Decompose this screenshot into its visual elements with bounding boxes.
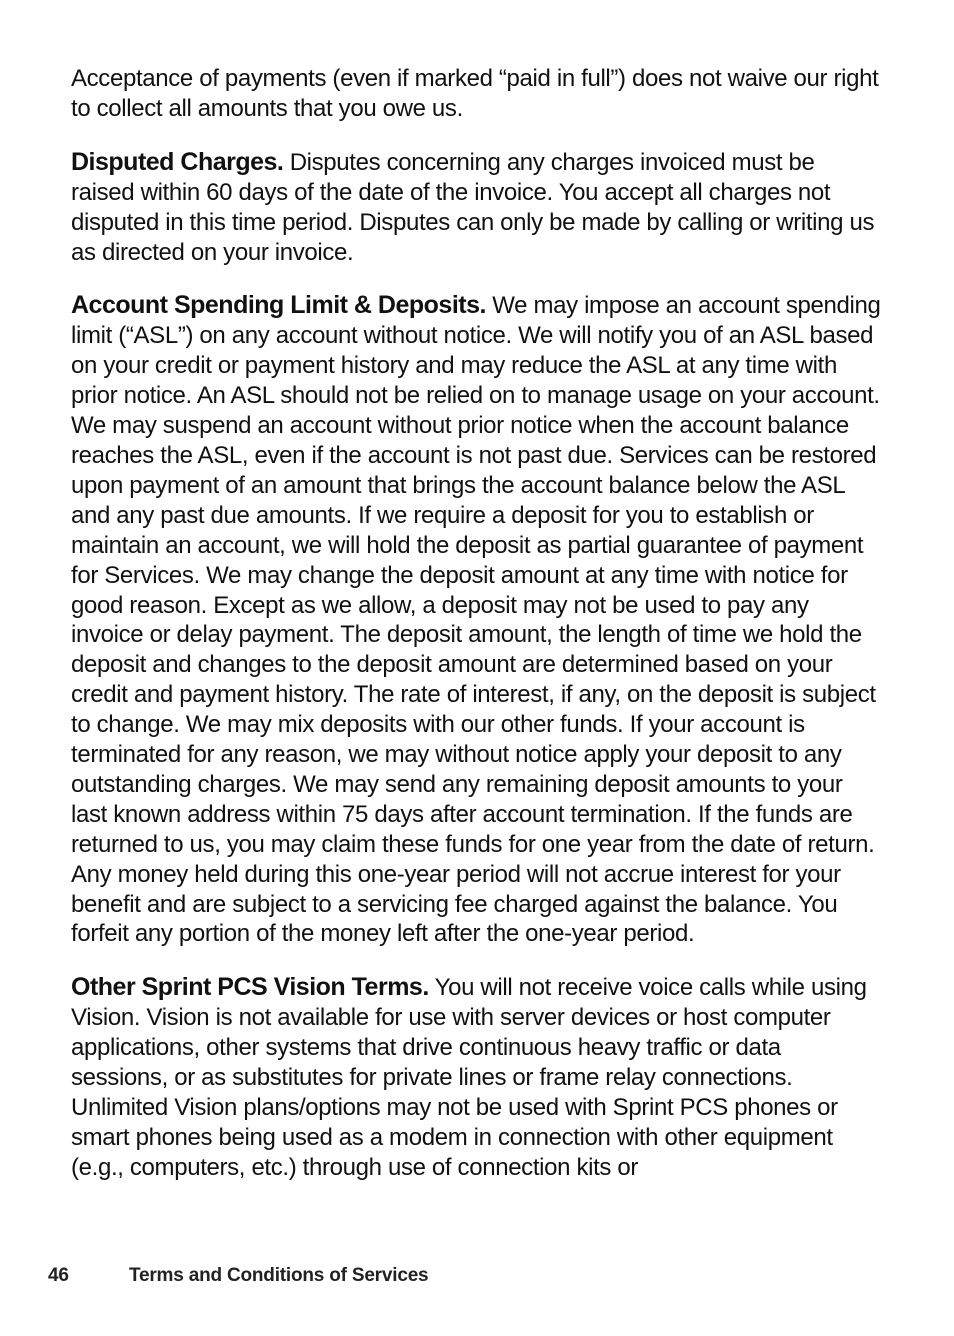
disputed-charges-heading: Disputed Charges.	[71, 147, 284, 176]
page-number: 46	[48, 1265, 69, 1286]
page-footer	[48, 1265, 428, 1287]
vision-terms-heading: Other Sprint PCS Vision Terms.	[71, 973, 429, 1002]
account-spending-limit-text: We may impose an account spending limit (“ASL”) on any account without notice. We will notify you of an ASL based on your credit or payment history and may reduce the ASL at any time with prior notice. An ASL should not be relied on to manage usage on your account. We may suspend an account without prior notice when the account balance reaches the ASL, even if the account is not past due. Services can be restored upon payment of an amount that brings the account balance below the ASL and any past due amounts. If we require a deposit for you to establish or maintain an account, we will hold the deposit as partial guarantee of payment for Services. We may change the deposit amount at any time with notice for good reason. Except as we allow, a deposit may not be used to pay any invoice or delay payment. The deposit amount, the length of time we hold the deposit and changes to the deposit amount are determined based on your credit and payment history. The rate of interest, if any, on the deposit is subject to change. We may mix deposits with our other funds. If your account is terminated for any reason, we may without notice apply your deposit to any outstanding charges. We may send any remaining deposit amounts to your last known address within 75 days after account termination. If the funds are returned to us, you may claim these funds for one year from the date of return. Any money held during this one-year period will not accrue interest for your benefit and are subject to a servicing fee charged against the balance. You forfeit any portion of the money left after the one-year period.	[71, 292, 881, 948]
document-body	[71, 64, 881, 1207]
disputed-charges-text: Disputes concerning any charges invoiced must be raised within 60 days of the date of the invoice. You accept all charges not disputed in this time period. Disputes can only be made by calling or writing us as directed on your invoice.	[71, 148, 875, 266]
vision-terms-text: You will not receive voice calls while using Vision. Vision is not available for use with server devices or host computer applications, other systems that drive continuous heavy traffic or data sessions, or as substitutes for private lines or frame relay connections. Unlimited Vision plans/options may not be used with Sprint PCS phones or smart phones being used as a modem in connection with other equipment (e.g., computers, etc.) through use of connection kits or	[71, 974, 867, 1181]
account-spending-limit-paragraph	[71, 291, 881, 949]
intro-paragraph: Acceptance of payments (even if marked “paid in full”) does not waive our right to collect all amounts that you owe us.	[71, 65, 879, 122]
account-spending-limit-heading: Account Spending Limit & Deposits.	[71, 291, 486, 320]
footer-section-title: Terms and Conditions of Services	[129, 1265, 429, 1286]
disputed-charges-paragraph	[71, 148, 881, 268]
vision-terms-paragraph	[71, 973, 881, 1182]
